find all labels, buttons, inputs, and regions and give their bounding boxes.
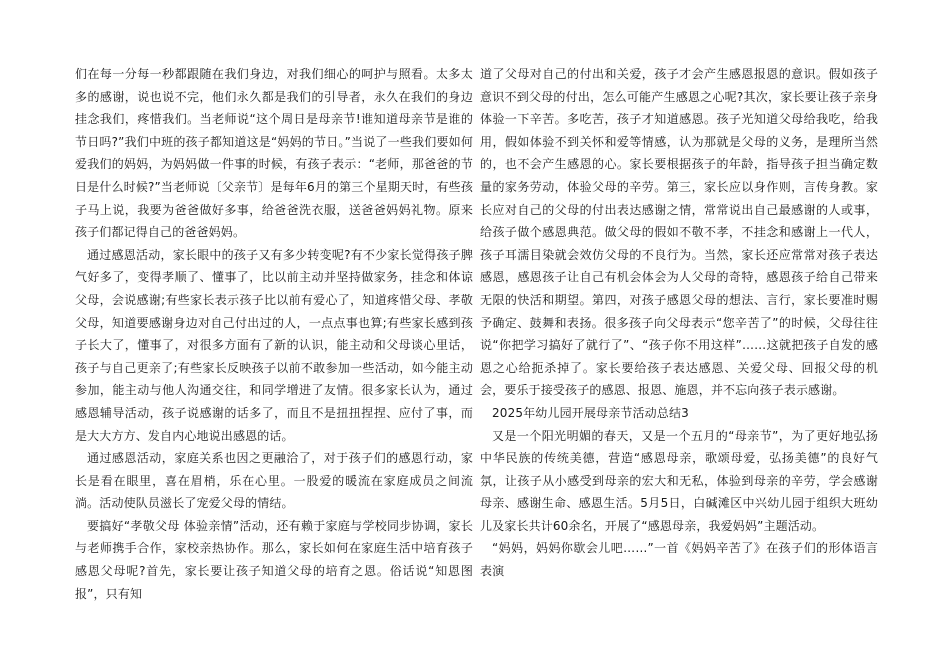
section-heading: 2025年幼儿园开展母亲节活动总结3 — [492, 405, 689, 420]
left-column — [75, 63, 473, 605]
paragraph: 要搞好“孝敬父母 体验亲情”活动，还有赖于家庭与学校同步协调，家长与老师携手合作，家校亲热协作。那么，家长如何在家庭生活中培育孩子感恩父母呢?首先，家长要让孩子知道父母的培育之恩。俗话说“知恩图报”，只有知 — [75, 518, 473, 601]
paragraph: 通过感恩活动，家长眼中的孩子又有多少转变呢?有不少家长觉得孩子脾气好多了，变得孝顺了、懂事了，比以前主动并坚持做家务，挂念和体谅父母，会说感谢;有些家长表示孩子比以前有爱心了，知道疼惜父母、孝敬父母，知道要感谢身边对自己付出过的人，一点点事也算;有些家长感到孩子长大了，懂事了，对很多方面有了新的认识，能主动和父母谈心里话，孩子与自己更亲了;有些家长反映孩子以前不敢参加一些活动，如今能主动参加，能主动与他人沟通交往，和同学增进了友情。很多家长认为，通过感恩辅导活动，孩子说感谢的话多了，而且不是扭扭捏捏、应付了事，而是大大方方、发自内心地说出感恩的话。 — [75, 247, 473, 443]
paragraph: “妈妈，妈妈你歇会儿吧……”一首《妈妈辛苦了》在孩子们的形体语言表演 — [480, 541, 878, 579]
paragraph: 道了父母对自己的付出和关爱，孩子才会产生感恩报恩的意识。假如孩子意识不到父母的付出，怎么可能产生感恩之心呢?其次，家长要让孩子亲身体验一下辛苦。多吃苦，孩子才知道感恩。孩子光知道父母给我吃，给我用，假如体验不到关怀和爱等情感，认为那就是父母的义务，是理所当然的，也不会产生感恩的心。家长要根据孩子的年龄，指导孩子担当确定数量的家务劳动，体验父母的辛劳。第三，家长应以身作则，言传身教。家长应对自己的父母的付出表达感谢之情，常常说出自己最感谢的人或事，给孩子做个感恩典范。做父母的假如不敬不孝，不挂念和感谢上一代人，孩子耳濡目染就会效仿父母的不良行为。当然，家长还应常常对孩子表达感恩，感恩孩子让自己有机会体会为人父母的奇特，感恩孩子给自己带来无限的快活和期望。第四，对孩子感恩父母的想法、言行，家长要准时赐予确定、鼓舞和表扬。很多孩子向父母表示“您辛苦了”的时候，父母往往说“你把学习搞好了就行了”、“孩子你不用这样”……这就把孩子自发的感恩之心给扼杀掉了。家长要给孩子表达感恩、关爱父母、回报父母的机会，要乐于接受孩子的感恩、报恩、施恩，并不忘向孩子表示感谢。 — [480, 67, 878, 398]
paragraph: 又是一个阳光明媚的春天，又是一个五月的“母亲节”，为了更好地弘扬中华民族的传统美德，营造“感恩母亲，歌颂母爱，弘扬美德”的良好气氛，让孩子从小感受到母亲的宏大和无私，体验到母亲的辛劳，学会感谢母亲、感谢生命、感恩生活。5月5日，白碱滩区中兴幼儿园于组织大班幼儿及家长共计60余名，开展了“感恩母亲，我爱妈妈”主题活动。 — [480, 428, 878, 533]
paragraph: 通过感恩活动，家庭关系也因之更融洽了，对于孩子们的感恩行动，家长是看在眼里，喜在眉梢，乐在心里。一股爱的暖流在家庭成员之间流淌。活动使队员滋长了宠爱父母的情结。 — [75, 451, 473, 511]
right-column — [480, 63, 878, 583]
paragraph: 们在每一分每一秒都跟随在我们身边，对我们细心的呵护与照看。太多太多的感谢，说也说不完，他们永久都是我们的引导者，永久在我们的身边挂念我们，疼惜我们。当老师说“这个周日是母亲节!谁知道母亲节是谁的节日吗?”我们中班的孩子都知道这是“妈妈的节日。”当说了一些我们要如何爱我们的妈妈，为妈妈做一件事的时候，有孩子表示：“老师，那爸爸的节日是什么时候?”当老师说〔父亲节〕是每年6月的第三个星期天时，有些孩子马上说，我要为爸爸做好多事，给爸爸洗衣服，送爸爸妈妈礼物。原来孩子们都记得自己的爸爸妈妈。 — [75, 67, 473, 240]
